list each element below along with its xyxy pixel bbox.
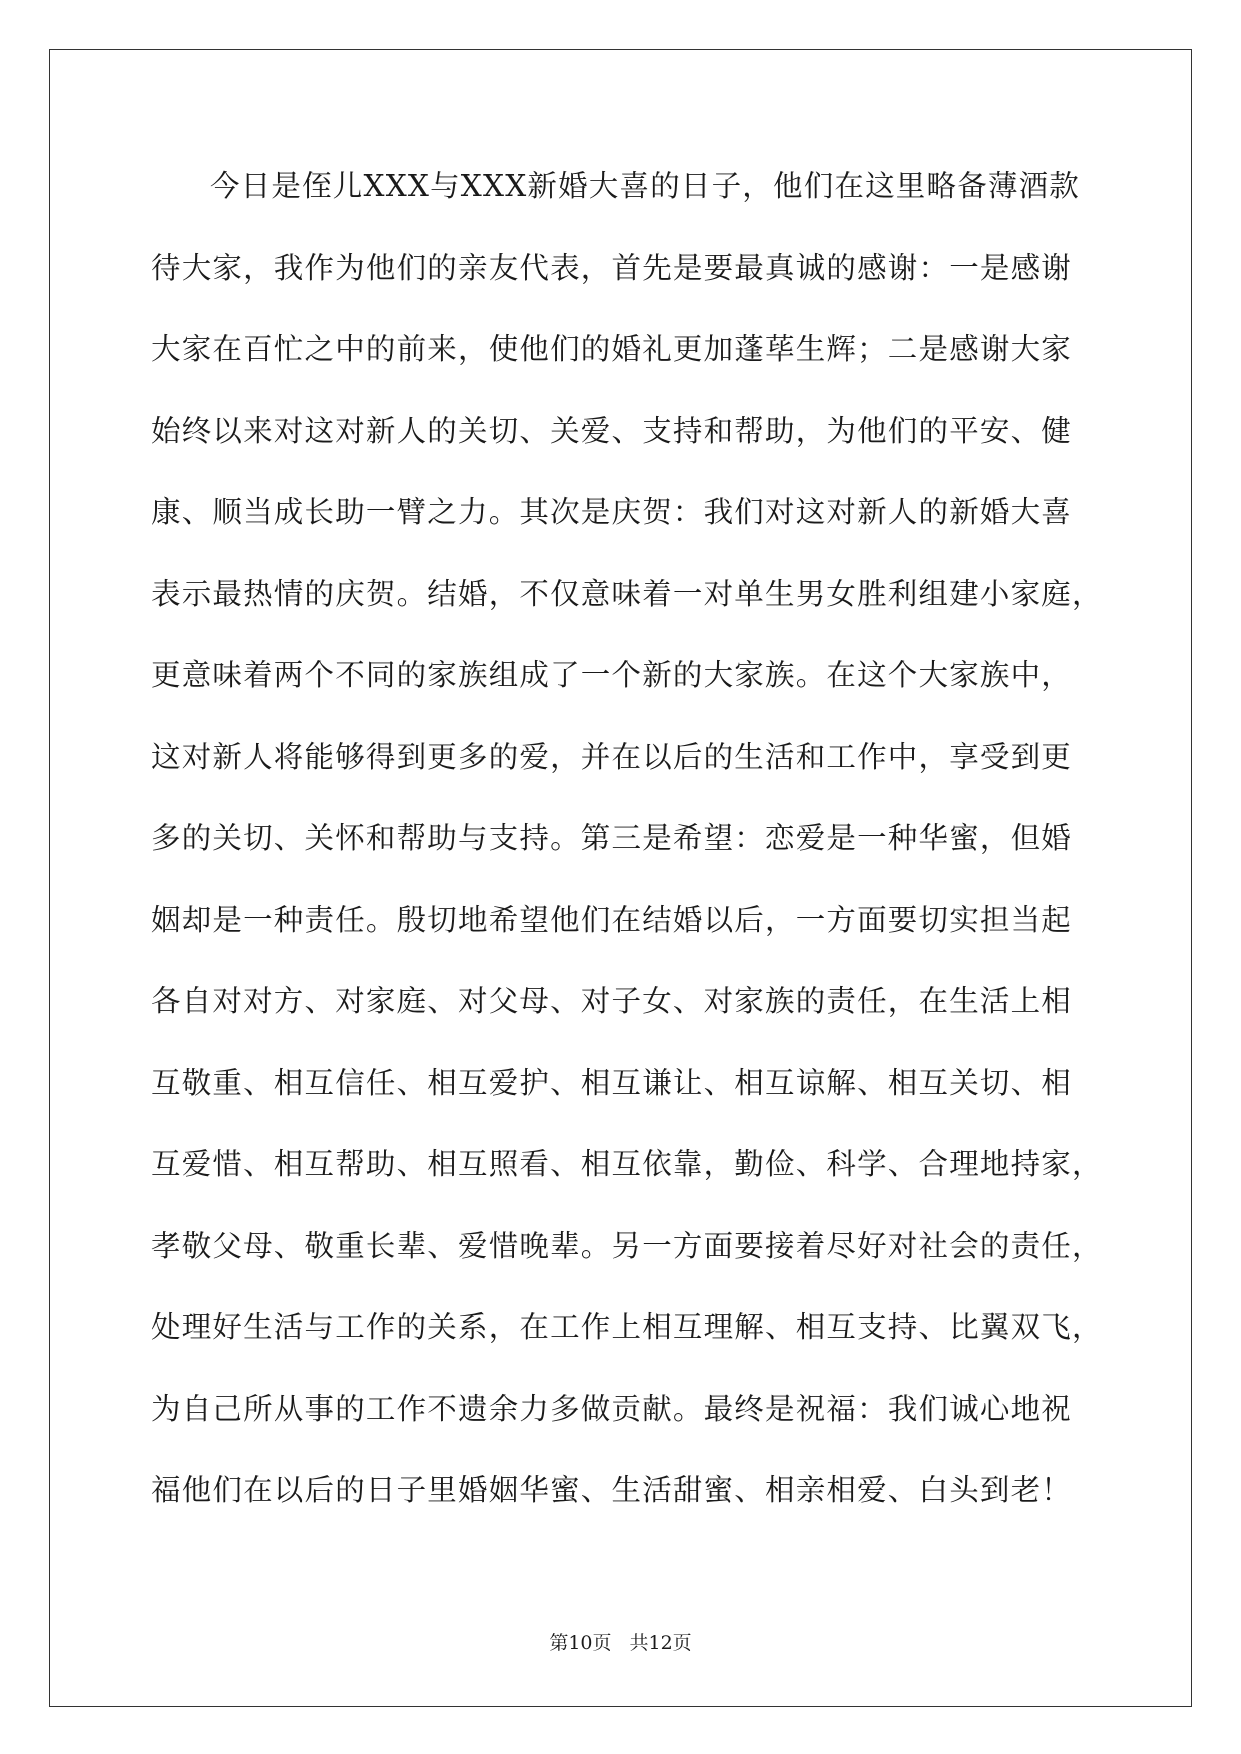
paragraph-line: 处理好生活与工作的关系，在工作上相互理解、相互支持、比翼双飞，: [151, 1310, 1103, 1344]
page-total: 共12页: [629, 1632, 692, 1654]
paragraph-line: 孝敬父母、敬重长辈、爱惜晚辈。另一方面要接着尽好对社会的责任，: [151, 1228, 1103, 1263]
paragraph-line: 更意味着两个不同的家族组成了一个新的大家族。在这个大家族中，: [151, 658, 1073, 692]
paragraph-line: 互敬重、相互信任、相互爱护、相互谦让、相互谅解、相互关切、相: [151, 1065, 1073, 1100]
paragraph-line: 始终以来对这对新人的关切、关爱、支持和帮助，为他们的平安、健: [151, 413, 1073, 448]
paragraph-line: 福他们在以后的日子里婚姻华蜜、生活甜蜜、相亲相爱、白头到老！: [151, 1473, 1073, 1507]
paragraph-line: 待大家，我作为他们的亲友代表，首先是要最真诚的感谢：一是感谢: [151, 250, 1073, 285]
paragraph-line: 今日是侄儿XXX与XXX新婚大喜的日子，他们在这里略备薄酒款: [210, 169, 1081, 203]
page-number: 第10页: [549, 1632, 612, 1654]
paragraph-line: 多的关切、关怀和帮助与支持。第三是希望：恋爱是一种华蜜，但婚: [151, 821, 1073, 855]
paragraph-line: 姻却是一种责任。殷切地希望他们在结婚以后，一方面要切实担当起: [151, 902, 1073, 937]
paragraph-line: 康、顺当成长助一臂之力。其次是庆贺：我们对这对新人的新婚大喜: [151, 495, 1073, 529]
paragraph-line: 表示最热情的庆贺。结婚，不仅意味着一对单生男女胜利组建小家庭，: [151, 576, 1103, 611]
paragraph-line: 各自对对方、对家庭、对父母、对子女、对家族的责任，在生活上相: [151, 984, 1073, 1018]
paragraph-line: 为自己所从事的工作不遗余力多做贡献。最终是祝福：我们诚心地祝: [151, 1391, 1073, 1426]
paragraph-line: 互爱惜、相互帮助、相互照看、相互依靠，勤俭、科学、合理地持家，: [151, 1147, 1103, 1181]
paragraph-line: 大家在百忙之中的前来，使他们的婚礼更加蓬荜生辉；二是感谢大家: [151, 332, 1073, 366]
document-body: [151, 168, 1103, 1554]
page-footer: [0, 1631, 1241, 1655]
paragraph-line: 这对新人将能够得到更多的爱，并在以后的生活和工作中，享受到更: [151, 739, 1073, 774]
